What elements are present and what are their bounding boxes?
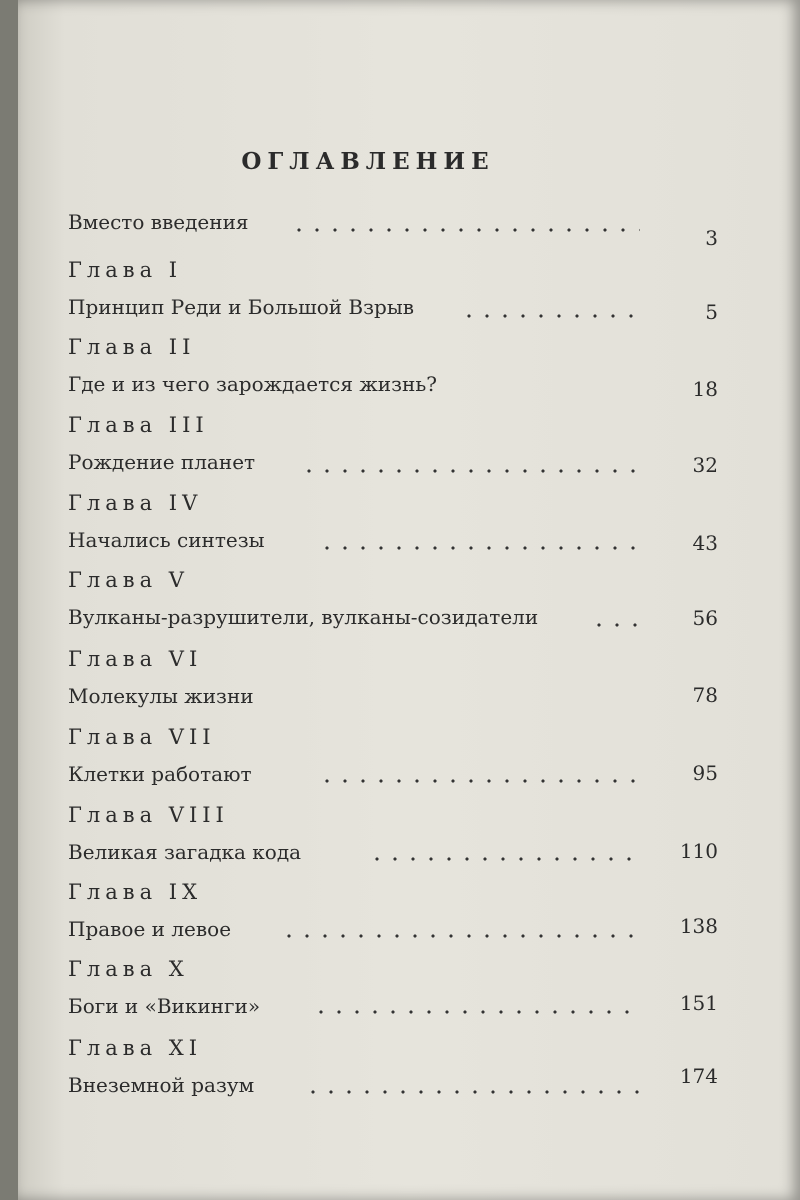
chapter-page-number: 5 bbox=[705, 300, 718, 324]
toc-entry-chapter bbox=[68, 491, 728, 555]
chapter-label: Глава VII bbox=[68, 725, 216, 749]
dot-leader bbox=[312, 1010, 642, 1014]
dot-leader bbox=[280, 934, 640, 938]
toc-heading: ОГЛАВЛЕНИЕ bbox=[241, 148, 495, 175]
book-page bbox=[18, 0, 800, 1200]
toc-entry-chapter bbox=[68, 568, 728, 630]
chapter-title: Рождение планет bbox=[68, 450, 256, 474]
toc-entry-chapter bbox=[68, 803, 728, 864]
dot-leader bbox=[290, 228, 640, 232]
toc-entry-chapter bbox=[68, 1036, 728, 1097]
chapter-title: Принцип Реди и Большой Взрыв bbox=[68, 295, 415, 319]
dot-leader bbox=[368, 857, 638, 861]
chapter-title: Начались синтезы bbox=[68, 528, 265, 552]
chapter-page-number: 138 bbox=[679, 914, 718, 938]
toc-entry-intro bbox=[68, 210, 728, 250]
chapter-label: Глава V bbox=[68, 568, 189, 592]
chapter-title: Молекулы жизни bbox=[68, 684, 254, 708]
chapter-label: Глава IV bbox=[68, 491, 203, 515]
chapter-label: Глава VIII bbox=[68, 803, 229, 827]
intro-title: Вместо введения bbox=[68, 210, 249, 234]
chapter-page-number: 78 bbox=[692, 683, 718, 707]
chapter-page-number: 151 bbox=[679, 991, 718, 1015]
chapter-title: Правое и левое bbox=[68, 917, 232, 941]
chapter-page-number: 32 bbox=[692, 453, 718, 477]
dot-leader bbox=[318, 546, 648, 550]
chapter-label: Глава II bbox=[68, 335, 196, 359]
chapter-title: Вулканы-разрушители, вулканы-созидатели bbox=[68, 605, 539, 629]
toc-entry-chapter bbox=[68, 647, 728, 708]
chapter-title: Клетки работают bbox=[68, 762, 252, 786]
chapter-page-number: 174 bbox=[679, 1064, 718, 1088]
dot-leader bbox=[460, 314, 640, 318]
chapter-title: Внеземной разум bbox=[68, 1073, 255, 1097]
chapter-title: Великая загадка кода bbox=[68, 840, 302, 864]
toc-entry-chapter bbox=[68, 725, 728, 786]
chapter-page-number: 95 bbox=[692, 761, 718, 785]
chapter-label: Глава XI bbox=[68, 1036, 203, 1060]
dot-leader bbox=[318, 779, 648, 783]
toc-entry-chapter bbox=[68, 335, 728, 401]
chapter-label: Глава IX bbox=[68, 880, 203, 904]
toc-entry-chapter bbox=[68, 413, 728, 477]
dot-leader bbox=[300, 469, 640, 473]
chapter-label: Глава III bbox=[68, 413, 209, 437]
chapter-label: Глава VI bbox=[68, 647, 203, 671]
toc-entry-chapter bbox=[68, 258, 728, 324]
chapter-label: Глава X bbox=[68, 957, 189, 981]
toc-entry-chapter bbox=[68, 880, 728, 941]
chapter-label: Глава I bbox=[68, 258, 183, 282]
chapter-page-number: 18 bbox=[692, 377, 718, 401]
chapter-page-number: 43 bbox=[692, 531, 718, 555]
dot-leader bbox=[304, 1090, 644, 1094]
intro-page-number: 3 bbox=[705, 226, 718, 250]
chapter-title: Боги и «Викинги» bbox=[68, 994, 261, 1018]
chapter-title: Где и из чего зарождается жизнь? bbox=[68, 372, 437, 396]
chapter-page-number: 110 bbox=[679, 839, 718, 863]
toc-entry-chapter bbox=[68, 957, 728, 1018]
dot-leader bbox=[590, 623, 650, 627]
chapter-page-number: 56 bbox=[692, 606, 718, 630]
